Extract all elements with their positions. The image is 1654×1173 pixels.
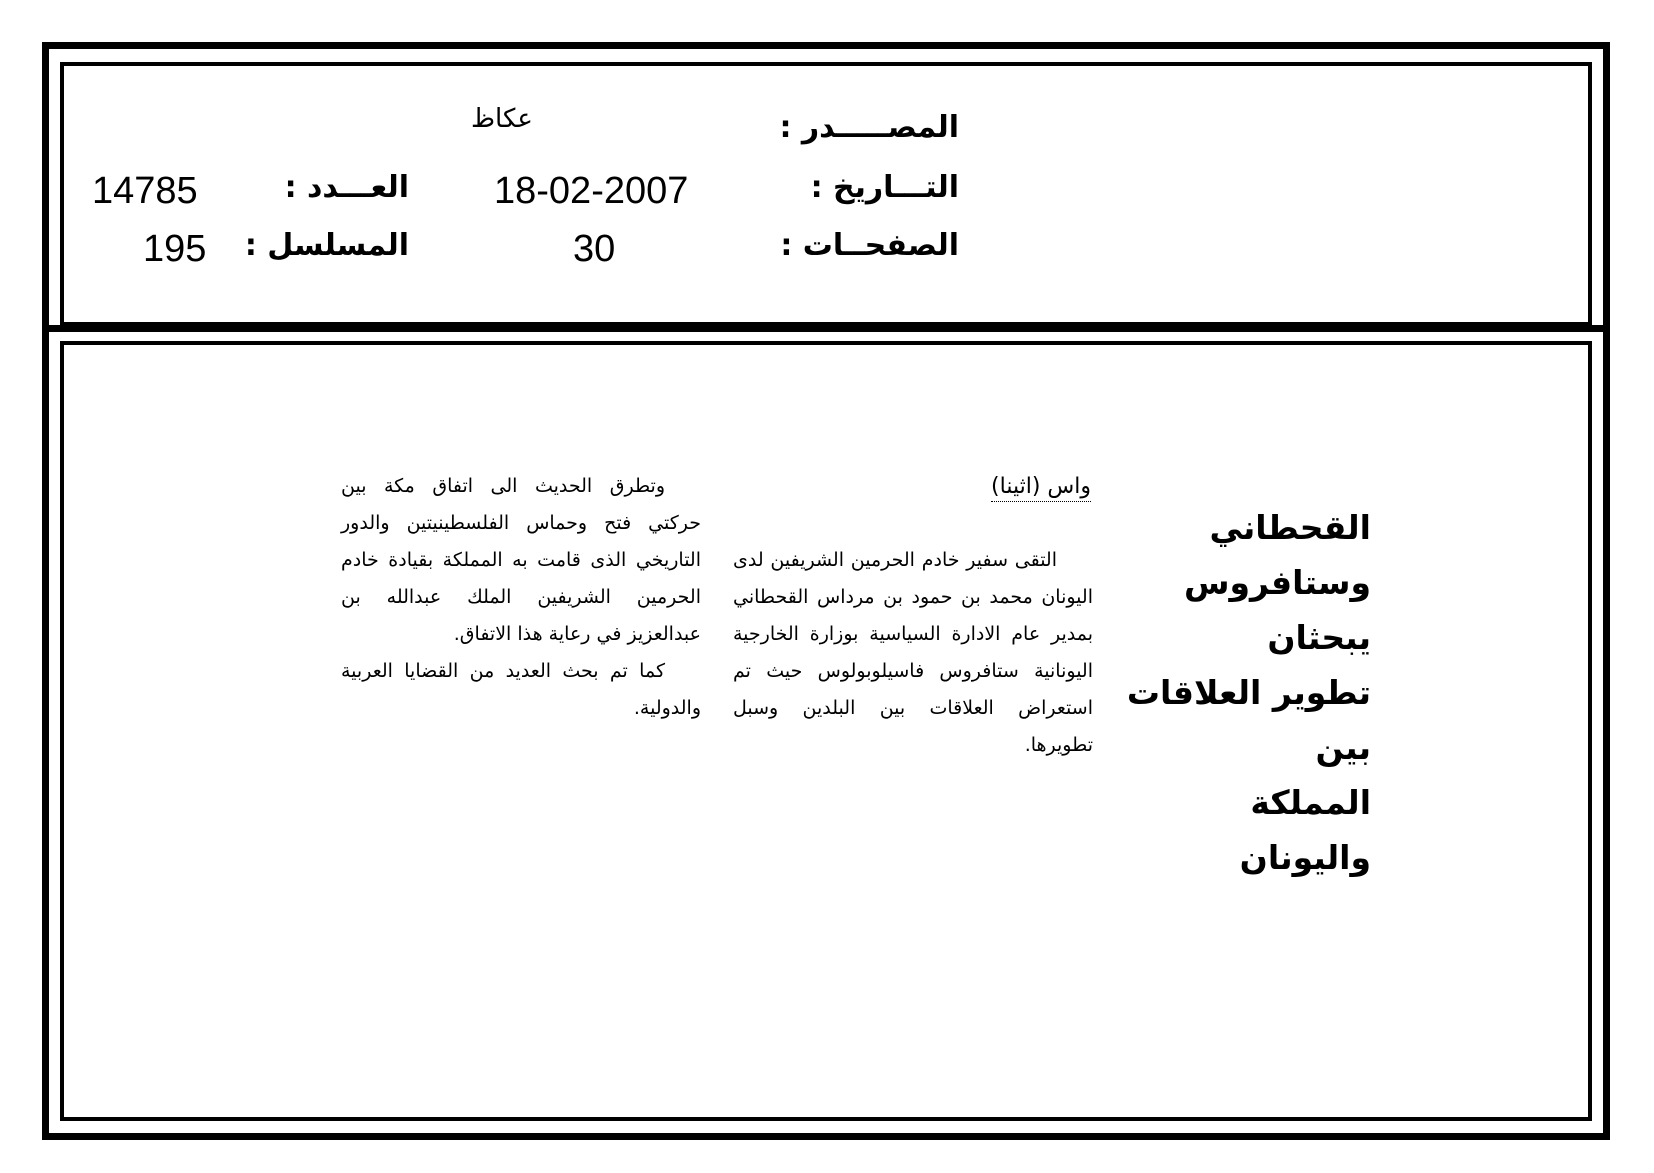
serial-value: 195 — [143, 228, 207, 270]
pages-label: الصفحــات : — [780, 228, 959, 263]
article-column-2 — [341, 468, 701, 727]
date-value: 18-02-2007 — [494, 170, 689, 212]
article-headline — [1111, 500, 1371, 885]
date-label: التـــاريخ : — [810, 170, 959, 205]
column2-paragraph-1: وتطرق الحديث الى اتفاق مكة بين حركتي فتح وحماس الفلسطينيتين والدور التاريخي الذى قامت به المملكة بقيادة خادم الحرمين الشريفين الملك عبدالله بن عبدالعزيز في رعاية هذا الاتفاق. — [341, 475, 701, 645]
headline-line: وستافروس يبحثان — [1183, 563, 1371, 657]
header-separator — [49, 325, 1603, 332]
pages-value: 30 — [573, 228, 616, 270]
headline-line: المملكة واليونان — [1239, 783, 1371, 877]
column2-paragraph-2: كما تم بحث العديد من القضايا العربية والدولية. — [341, 660, 701, 719]
article-column-1 — [733, 542, 1093, 764]
source-value: عكاظ — [471, 104, 533, 134]
issue-label: العـــدد : — [284, 170, 409, 205]
column1-paragraph: التقى سفير خادم الحرمين الشريفين لدى اليونان محمد بن حمود بن مرداس القحطاني بمدير عام الادارة السياسية بوزارة الخارجية اليونانية ستافروس فاسيلوبولوس حيث تم استعراض العلاقات بين البلدين وسبل تطويرها. — [733, 549, 1093, 756]
headline-line: تطوير العلاقات بين — [1126, 673, 1371, 767]
headline-line: القحطاني — [1209, 508, 1371, 547]
source-label: المصـــــدر : — [779, 110, 959, 145]
issue-value: 14785 — [92, 170, 198, 212]
serial-label: المسلسل : — [244, 228, 409, 263]
article-byline: واس (اثينا) — [991, 474, 1091, 502]
